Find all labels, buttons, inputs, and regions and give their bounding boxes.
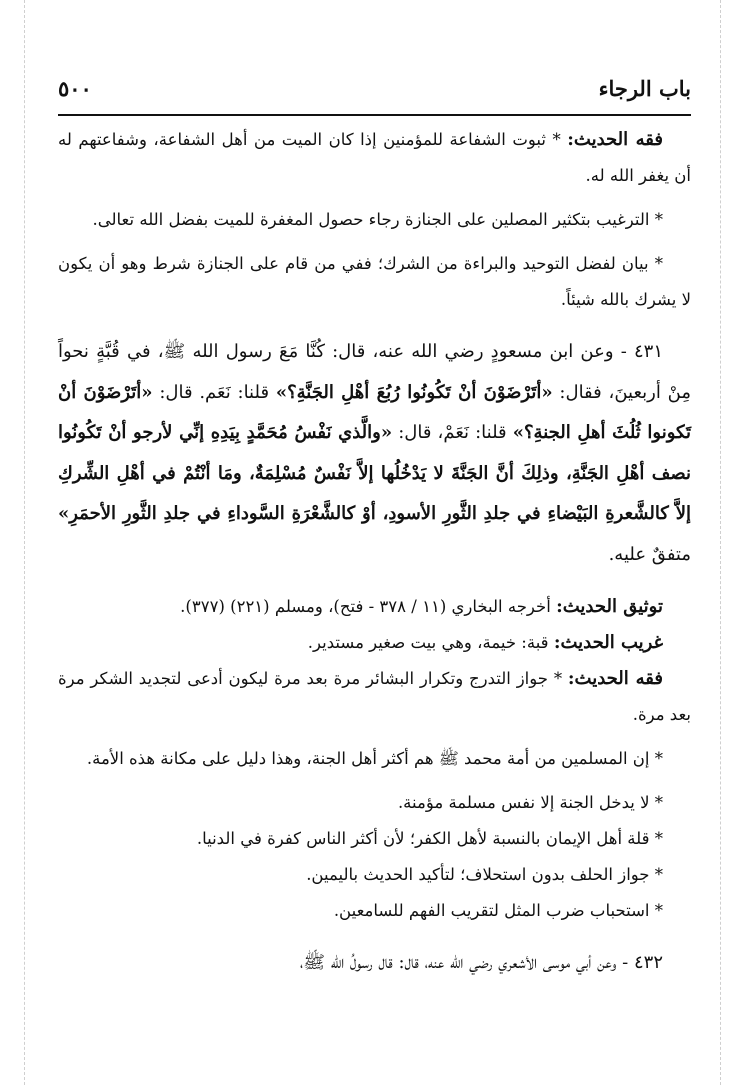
tawthiq-text: أخرجه البخاري (١١ / ٣٧٨ - فتح)، ومسلم (٢٢١) (٣٧٧).: [180, 597, 557, 616]
hadith-431-answer-2: قلنا: نَعَمْ، قال:: [392, 422, 513, 443]
fiqh2-bullet-4: * استحباب ضرب المثل لتقريب الفهم للسامعين.: [333, 901, 663, 920]
chapter-title: باب الرجاء: [598, 76, 691, 101]
hadith-431-question-2: «أتَرْضَوْنَ أنْ تَكونوا ثُلُثَ أهلِ الجنةِ؟»: [58, 381, 691, 443]
hadith-431-saying: «والَّذي نَفْسُ مُحَمَّدٍ بِيَدِهِ إنِّي لأرجو أنْ تَكُونُوا نصف أهْلِ الجَنَّةِ، وذلِكَ أنَّ الجَنَّةَ لا يَدْخُلُها إلاَّ نَفْسٌ مُسْلِمَةٌ، ومَا أنْتُمْ في أهْلِ الشِّركِ إلاَّ كالشَّعرةِ البَيْضاءِ في جلدِ الثَّورِ الأسودِ، أوْ كالشَّعْرَةِ السَّوداءِ في جلدِ الثَّورِ الأحمَرِ»: [58, 422, 691, 524]
gharib-label: غريب الحديث:: [553, 632, 663, 653]
fiqh1-paragraph-3: * بيان لفضل التوحيد والبراءة من الشرك؛ ففي من قام على الجنازة شرط وهو أن يكون لا يشرك بالله شيئاً.: [58, 254, 691, 309]
hadith-431-question-1: «أتَرْضَوْنَ أنْ تَكُونُوا رُبُعَ أهْلِ الجَنَّةِ؟»: [275, 381, 553, 403]
gharib-paragraph: [58, 625, 691, 661]
fiqh2-bullet-2: * قلة أهل الإيمان بالنسبة لأهل الكفر؛ لأن أكثر الناس كفرة في الدنيا.: [196, 829, 663, 848]
left-margin-guide: [24, 0, 25, 1085]
fiqh2-paragraph-2: * إن المسلمين من أمة محمد ﷺ هم أكثر أهل الجنة، وهذا دليل على مكانة هذه الأمة.: [86, 749, 663, 768]
hadith-431-grading: متفقٌ عليه.: [608, 543, 691, 565]
hadith-432-intro: ٤٣٢ - وعن أبي موسى الأشعري رضي الله عنه، قال: قال رسولُ الله ﷺ،: [299, 952, 663, 973]
fiqh2-paragraph-1: [58, 661, 691, 733]
fiqh1-paragraph-1: [58, 122, 691, 194]
hadith-431-answer-1: قلنا: نَعَم. قال:: [152, 381, 276, 403]
tawthiq-paragraph: [58, 589, 691, 625]
page-content: [58, 122, 691, 984]
gharib-text: قبة: خيمة، وهي بيت صغير مستدير.: [307, 633, 554, 652]
hadith-431: [58, 332, 691, 575]
fiqh1-paragraph-2: * الترغيب بتكثير المصلين على الجنازة رجاء حصول المغفرة للميت بفضل الله تعالى.: [92, 210, 663, 229]
fiqh2-text-1: * جواز التدرج وتكرار البشائر مرة بعد مرة ليكون أدعى لتجديد الشكر مرة بعد مرة.: [58, 669, 691, 724]
tawthiq-label: توثيق الحديث:: [556, 596, 663, 617]
page-number: ٥٠٠: [58, 76, 92, 101]
fiqh2-bullet-1: * لا يدخل الجنة إلا نفس مسلمة مؤمنة.: [397, 793, 663, 812]
fiqh1-text-1: * ثبوت الشفاعة للمؤمنين إذا كان الميت من أهل الشفاعة، وشفاعتهم له أن يغفر الله له.: [58, 130, 691, 185]
page-header: [58, 74, 691, 116]
hadith-431-intro: ٤٣١ - وعن ابن مسعودٍ رضي الله عنه، قال: كُنَّا مَعَ رسول الله ﷺ، في قُبَّةٍ نحواً مِنْ أربعينَ، فقال:: [58, 341, 691, 403]
right-margin-guide: [720, 0, 721, 1085]
fiqh2-label: فقه الحديث:: [567, 668, 663, 689]
fiqh1-label: فقه الحديث:: [567, 129, 664, 150]
fiqh2-bullet-3: * جواز الحلف بدون استحلاف؛ لتأكيد الحديث باليمين.: [306, 865, 663, 884]
